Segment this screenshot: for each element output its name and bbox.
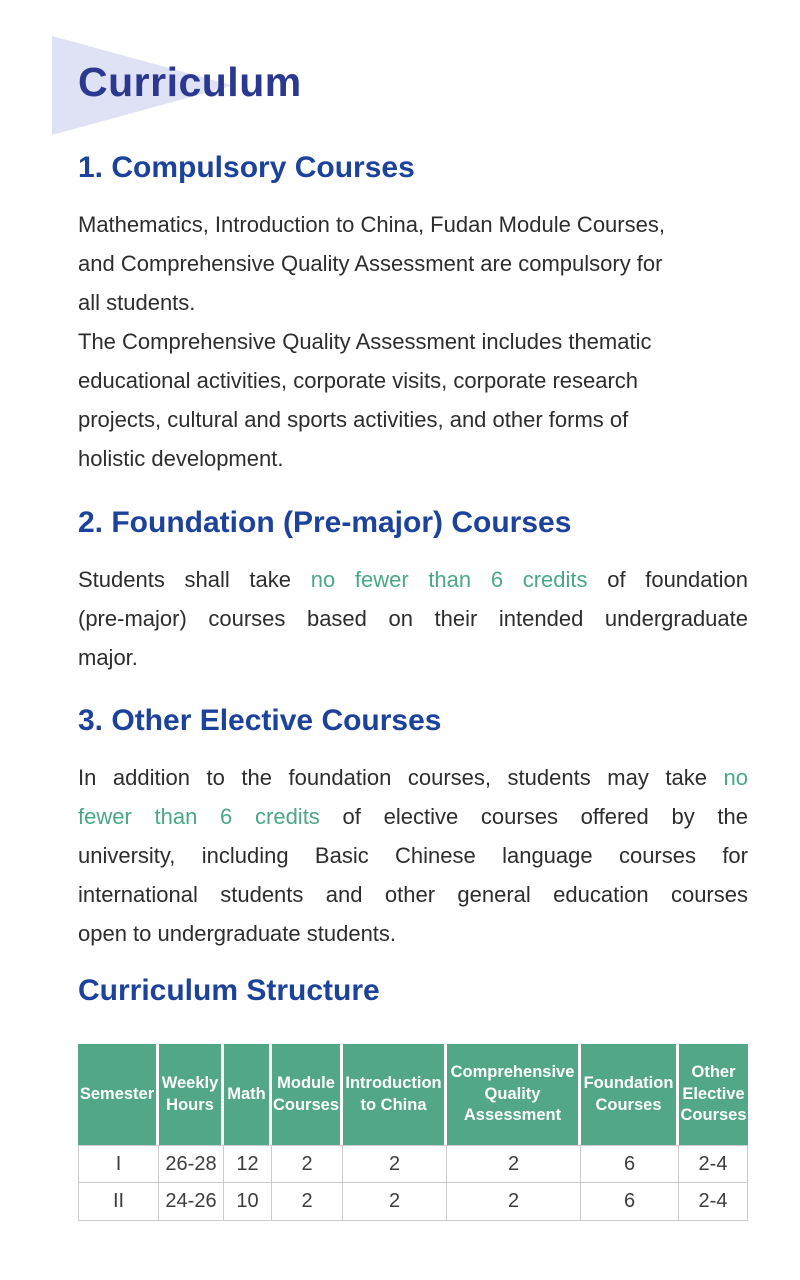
table-cell: 10	[224, 1183, 272, 1221]
table-cell: 12	[224, 1145, 272, 1183]
paragraph-line	[78, 836, 748, 875]
table-cell: I	[78, 1145, 159, 1183]
table-cell: 2	[272, 1183, 343, 1221]
section-heading-foundation: 2. Foundation (Pre-major) Courses	[78, 506, 572, 539]
table-header-cell	[272, 1044, 343, 1145]
table-cell: 2	[447, 1145, 581, 1183]
paragraph-line	[78, 875, 748, 914]
text-run: projects, cultural and sports activities, and other forms of	[78, 407, 629, 432]
paragraph-line	[78, 205, 748, 244]
section-heading-compulsory: 1. Compulsory Courses	[78, 151, 415, 184]
paragraph-line	[78, 283, 748, 322]
text-run: (pre-major) courses based on their intended undergraduate	[78, 606, 748, 631]
text-run: international students and other general education courses	[78, 882, 748, 907]
text-run: major.	[78, 645, 138, 670]
highlighted-text-run: no	[723, 765, 748, 790]
paragraph-line	[78, 638, 748, 677]
table-cell: 24-26	[159, 1183, 224, 1221]
table-cell: 2	[343, 1145, 447, 1183]
table-header-label: Comprehensive Quality Assessment	[450, 1062, 575, 1125]
curriculum-structure-table	[78, 1044, 748, 1221]
paragraph-line	[78, 914, 748, 953]
text-run: Mathematics, Introduction to China, Fudan Module Courses,	[78, 212, 665, 237]
text-run: holistic development.	[78, 446, 284, 471]
table-cell: 6	[581, 1145, 679, 1183]
paragraph-line	[78, 400, 748, 439]
text-run: open to undergraduate students.	[78, 921, 397, 946]
table-header-label: Foundation Courses	[583, 1073, 674, 1114]
paragraph-elective	[78, 758, 748, 953]
text-run: The Comprehensive Quality Assessment includes thematic	[78, 329, 652, 354]
table-header-label: Weekly Hours	[161, 1073, 219, 1114]
table-header-label: Math	[227, 1084, 266, 1103]
table-cell: 26-28	[159, 1145, 224, 1183]
table-header-label: Other Elective Courses	[680, 1062, 747, 1125]
text-run: educational activities, corporate visits, corporate research	[78, 368, 639, 393]
table-header-cell	[343, 1044, 447, 1145]
text-run: In addition to the foundation courses, students may take	[78, 765, 724, 790]
paragraph-foundation	[78, 560, 748, 677]
table-cell: 2	[343, 1183, 447, 1221]
text-run: all students.	[78, 290, 196, 315]
table-cell: 2	[272, 1145, 343, 1183]
paragraph-line	[78, 244, 748, 283]
table-cell: 6	[581, 1183, 679, 1221]
paragraph-compulsory	[78, 205, 748, 478]
text-run: university, including Basic Chinese language courses for	[78, 843, 748, 868]
table-header-cell	[581, 1044, 679, 1145]
table-cell: 2	[447, 1183, 581, 1221]
paragraph-line	[78, 322, 748, 361]
table-cell: 2-4	[679, 1145, 748, 1183]
page-title: Curriculum	[78, 59, 302, 105]
table-cell: 2-4	[679, 1183, 748, 1221]
table-header-cell	[78, 1044, 159, 1145]
highlighted-text-run: no fewer than 6 credits	[310, 567, 588, 592]
highlighted-text-run: fewer than 6 credits	[78, 804, 320, 829]
section-heading-elective: 3. Other Elective Courses	[78, 704, 442, 737]
table-header-cell	[679, 1044, 748, 1145]
table-header-cell	[224, 1044, 272, 1145]
table-header-label: Introduction to China	[345, 1073, 442, 1114]
table-cell: II	[78, 1183, 159, 1221]
paragraph-line	[78, 361, 748, 400]
table-header-label: Semester	[79, 1084, 155, 1103]
table-header-label: Module Courses	[272, 1073, 340, 1114]
text-run: and Comprehensive Quality Assessment are compulsory for	[78, 251, 663, 276]
page-content	[78, 0, 748, 1221]
text-run: of foundation	[587, 567, 748, 592]
text-run: Students shall take	[78, 567, 311, 592]
table-header-cell	[447, 1044, 581, 1145]
paragraph-line	[78, 758, 748, 797]
paragraph-line	[78, 599, 748, 638]
text-run: of elective courses offered by the	[319, 804, 749, 829]
section-heading-structure: Curriculum Structure	[78, 974, 380, 1007]
paragraph-line	[78, 439, 748, 478]
paragraph-line	[78, 560, 748, 599]
table-header-cell	[159, 1044, 224, 1145]
paragraph-line	[78, 797, 748, 836]
